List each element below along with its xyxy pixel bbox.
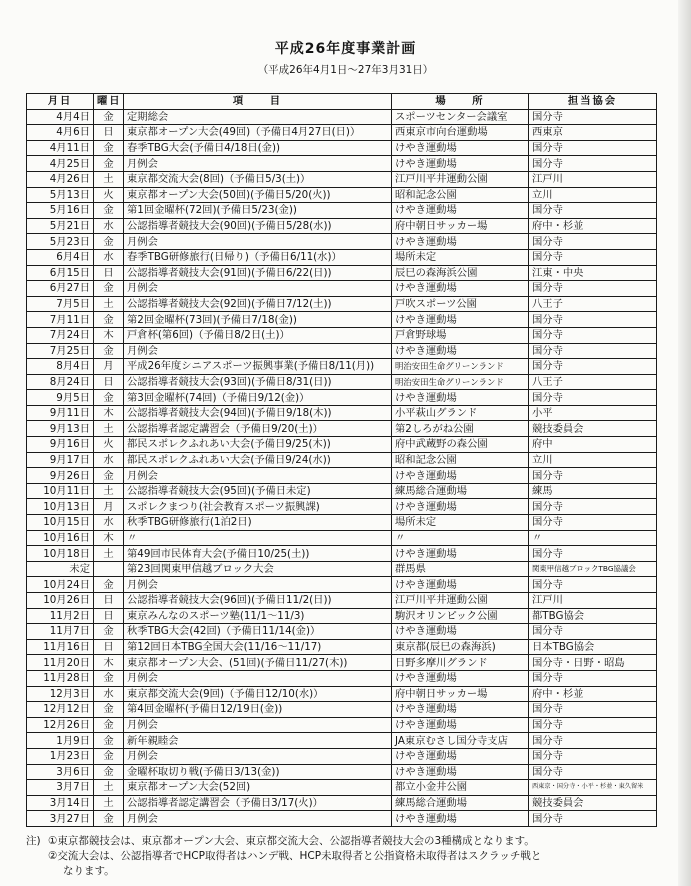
venue-cell: けやき運動場 (392, 624, 529, 640)
date-cell: 3月14日 (27, 795, 94, 811)
event-cell: 平成26年度シニアスポーツ振興事業(予備日8/11(月)) (124, 359, 392, 375)
venue-cell: 小平萩山グランド (392, 405, 529, 421)
event-cell: 月例会 (124, 281, 392, 297)
table-row (27, 702, 657, 718)
event-cell: 公認指導者競技大会(94回)(予備日9/18(木)) (124, 405, 392, 421)
venue-cell: けやき運動場 (392, 717, 529, 733)
table-row (27, 515, 657, 531)
event-cell: 第12回日本TBG全国大会(11/16～11/17) (124, 639, 392, 655)
association-cell: 国分寺 (529, 733, 657, 749)
association-cell: 西東京・国分寺・小平・杉並・東久留米 (529, 780, 657, 796)
event-cell: 公認指導者認定講習会（予備日3/17(火)） (124, 795, 392, 811)
venue-cell: 場所未定 (392, 515, 529, 531)
weekday-cell: 水 (94, 686, 124, 702)
event-cell: 東京都オープン大会、(51回)(予備日11/27(木)) (124, 655, 392, 671)
date-cell: 3月27日 (27, 811, 94, 827)
table-row (27, 452, 657, 468)
association-cell: 国分寺 (529, 109, 657, 125)
event-cell: 第49回市民体育大会(予備日10/25(土)) (124, 546, 392, 562)
weekday-cell: 日 (94, 639, 124, 655)
venue-cell: 練馬総合運動場 (392, 795, 529, 811)
venue-cell: けやき運動場 (392, 140, 529, 156)
weekday-cell: 金 (94, 811, 124, 827)
page-title: 平成26年度事業計画 (274, 41, 417, 57)
weekday-cell: 金 (94, 343, 124, 359)
association-cell: 小平 (529, 405, 657, 421)
venue-cell: 戸吹スポーツ公園 (392, 296, 529, 312)
weekday-cell: 金 (94, 203, 124, 219)
header-date: 月日 (27, 94, 94, 110)
venue-cell: けやき運動場 (392, 764, 529, 780)
event-cell: 公認指導者競技大会(90回)(予備日5/28(水)) (124, 218, 392, 234)
header-row (27, 94, 657, 110)
weekday-cell: 水 (94, 452, 124, 468)
table-row (27, 561, 657, 577)
event-cell: 月例会 (124, 343, 392, 359)
date-cell: 9月17日 (27, 452, 94, 468)
table-row (27, 733, 657, 749)
weekday-cell: 木 (94, 655, 124, 671)
date-cell: 4月6日 (27, 125, 94, 141)
date-cell: 5月21日 (27, 218, 94, 234)
event-cell: 公認指導者競技大会(93回)(予備日8/31(日)) (124, 374, 392, 390)
date-cell: 8月24日 (27, 374, 94, 390)
association-cell: 国分寺 (529, 234, 657, 250)
table-row (27, 156, 657, 172)
date-cell: 7月25日 (27, 343, 94, 359)
date-cell: 4月4日 (27, 109, 94, 125)
event-cell: 公認指導者競技大会(96回)(予備日11/2(日)) (124, 593, 392, 609)
date-cell: 12月26日 (27, 717, 94, 733)
event-cell: 〃 (124, 530, 392, 546)
table-row (27, 748, 657, 764)
weekday-cell: 火 (94, 437, 124, 453)
date-cell: 10月13日 (27, 499, 94, 515)
notes-prefix: 注) (26, 835, 41, 847)
weekday-cell (94, 561, 124, 577)
table-row (27, 670, 657, 686)
venue-cell: 〃 (392, 530, 529, 546)
event-cell: 東京都オープン大会(52回) (124, 780, 392, 796)
table-row (27, 327, 657, 343)
date-cell: 11月16日 (27, 639, 94, 655)
venue-cell: けやき運動場 (392, 546, 529, 562)
weekday-cell: 月 (94, 359, 124, 375)
weekday-cell: 水 (94, 249, 124, 265)
date-cell: 9月11日 (27, 405, 94, 421)
table-row (27, 390, 657, 406)
weekday-cell: 土 (94, 171, 124, 187)
venue-cell: 明治安田生命グリーンランド (392, 359, 529, 375)
date-cell: 11月7日 (27, 624, 94, 640)
event-cell: 第1回金曜杯(72回)(予備日5/23(金)) (124, 203, 392, 219)
header-dow: 曜日 (94, 94, 124, 110)
weekday-cell: 金 (94, 312, 124, 328)
association-cell: 府中 (529, 437, 657, 453)
venue-cell: 府中朝日サッカー場 (392, 686, 529, 702)
event-cell: 東京都オープン大会(49回)（予備日4月27日(日)） (124, 125, 392, 141)
association-cell: 府中・杉並 (529, 218, 657, 234)
event-cell: 秋季TBG大会(42回)（予備日11/14(金)） (124, 624, 392, 640)
weekday-cell: 水 (94, 515, 124, 531)
venue-cell: 場所未定 (392, 249, 529, 265)
date-cell: 3月7日 (27, 780, 94, 796)
weekday-cell: 土 (94, 296, 124, 312)
weekday-cell: 木 (94, 530, 124, 546)
event-cell: 戸倉杯(第6回)（予備日8/2日(土)） (124, 327, 392, 343)
venue-cell: スポーツセンター会議室 (392, 109, 529, 125)
association-cell: 国分寺 (529, 390, 657, 406)
date-cell: 5月13日 (27, 187, 94, 203)
event-cell: 第4回金曜杯(予備日12/19日(金)) (124, 702, 392, 718)
table-row (27, 374, 657, 390)
table-row (27, 608, 657, 624)
venue-cell: 府中朝日サッカー場 (392, 218, 529, 234)
weekday-cell: 金 (94, 733, 124, 749)
header-venue: 場 所 (392, 94, 529, 110)
venue-cell: 駒沢オリンピック公園 (392, 608, 529, 624)
venue-cell: けやき運動場 (392, 468, 529, 484)
venue-cell: 練馬総合運動場 (392, 483, 529, 499)
table-row (27, 281, 657, 297)
weekday-cell: 金 (94, 109, 124, 125)
event-cell: 月例会 (124, 468, 392, 484)
association-cell: 国分寺 (529, 203, 657, 219)
association-cell: 競技委員会 (529, 421, 657, 437)
date-cell: 10月18日 (27, 546, 94, 562)
weekday-cell: 土 (94, 421, 124, 437)
event-cell: 都民スポレクふれあい大会(予備日9/24(水)) (124, 452, 392, 468)
event-cell: 東京都交流大会(8回)（予備日5/3(土)） (124, 171, 392, 187)
date-cell: 5月23日 (27, 234, 94, 250)
note-2: ②交流大会は、公認指導者でHCP取得者はハンデ戦、HCP未取得者と公指資格未取得者はスクラッチ戦と (48, 850, 542, 862)
weekday-cell: 木 (94, 327, 124, 343)
note-line-2 (26, 849, 666, 864)
table-row (27, 203, 657, 219)
table-row (27, 764, 657, 780)
venue-cell: けやき運動場 (392, 343, 529, 359)
weekday-cell: 土 (94, 483, 124, 499)
table-row (27, 125, 657, 141)
date-cell: 9月13日 (27, 421, 94, 437)
table-row (27, 437, 657, 453)
venue-cell: 第2しろがね公園 (392, 421, 529, 437)
association-cell: 立川 (529, 452, 657, 468)
date-cell: 9月5日 (27, 390, 94, 406)
weekday-cell: 日 (94, 374, 124, 390)
weekday-cell: 金 (94, 624, 124, 640)
table-row (27, 265, 657, 281)
association-cell: 国分寺 (529, 140, 657, 156)
venue-cell: けやき運動場 (392, 234, 529, 250)
association-cell: 江戸川 (529, 593, 657, 609)
date-cell: 9月16日 (27, 437, 94, 453)
association-cell: 江戸川 (529, 171, 657, 187)
venue-cell: けやき運動場 (392, 281, 529, 297)
event-cell: 定期総会 (124, 109, 392, 125)
date-cell: 7月5日 (27, 296, 94, 312)
date-cell: 5月16日 (27, 203, 94, 219)
weekday-cell: 土 (94, 795, 124, 811)
table-row (27, 421, 657, 437)
event-cell: 春季TBG大会(予備日4/18日(金)) (124, 140, 392, 156)
venue-cell: 西東京市向台運動場 (392, 125, 529, 141)
weekday-cell: 金 (94, 156, 124, 172)
note-line-3 (26, 864, 666, 879)
venue-cell: 明治安田生命グリーンランド (392, 374, 529, 390)
header-assoc: 担当協会 (529, 94, 657, 110)
date-cell: 4月11日 (27, 140, 94, 156)
venue-cell: けやき運動場 (392, 702, 529, 718)
association-cell: 国分寺 (529, 764, 657, 780)
table-row (27, 811, 657, 827)
weekday-cell: 火 (94, 187, 124, 203)
table-row (27, 577, 657, 593)
weekday-cell: 金 (94, 140, 124, 156)
venue-cell: 東京都(辰巳の森海浜) (392, 639, 529, 655)
table-row (27, 359, 657, 375)
date-cell: 10月24日 (27, 577, 94, 593)
note-line-1 (26, 834, 666, 849)
date-cell: 11月28日 (27, 670, 94, 686)
date-cell: 3月6日 (27, 764, 94, 780)
weekday-cell: 金 (94, 468, 124, 484)
venue-cell: 辰巳の森海浜公園 (392, 265, 529, 281)
table-row (27, 405, 657, 421)
venue-cell: JA東京むさし国分寺支店 (392, 733, 529, 749)
table-row (27, 655, 657, 671)
association-cell: 国分寺 (529, 359, 657, 375)
event-cell: 都民スポレクふれあい大会(予備日9/25(木)) (124, 437, 392, 453)
event-cell: 公認指導者競技大会(95回)(予備日未定) (124, 483, 392, 499)
event-cell: 東京都オープン大会(50回)(予備日5/20(火)) (124, 187, 392, 203)
association-cell: 国分寺 (529, 577, 657, 593)
association-cell: 国分寺 (529, 468, 657, 484)
association-cell: 国分寺 (529, 281, 657, 297)
association-cell: 国分寺 (529, 624, 657, 640)
date-cell: 6月27日 (27, 281, 94, 297)
date-cell: 未定 (27, 561, 94, 577)
weekday-cell: 金 (94, 702, 124, 718)
event-cell: 公認指導者競技大会(92回)(予備日7/12(土)) (124, 296, 392, 312)
event-cell: 月例会 (124, 811, 392, 827)
table-row (27, 171, 657, 187)
weekday-cell: 金 (94, 577, 124, 593)
date-cell: 12月3日 (27, 686, 94, 702)
weekday-cell: 日 (94, 125, 124, 141)
weekday-cell: 金 (94, 717, 124, 733)
notes-section (26, 834, 666, 879)
date-cell: 1月9日 (27, 733, 94, 749)
association-cell: 競技委員会 (529, 795, 657, 811)
table-row (27, 296, 657, 312)
schedule-body (27, 109, 657, 826)
event-cell: 秋季TBG研修旅行(1泊2日) (124, 515, 392, 531)
association-cell: 国分寺 (529, 670, 657, 686)
table-row (27, 717, 657, 733)
table-row (27, 483, 657, 499)
weekday-cell: 金 (94, 390, 124, 406)
association-cell: 国分寺・日野・昭島 (529, 655, 657, 671)
table-row (27, 624, 657, 640)
table-row (27, 780, 657, 796)
association-cell: 国分寺 (529, 515, 657, 531)
event-cell: 月例会 (124, 670, 392, 686)
association-cell: 八王子 (529, 296, 657, 312)
venue-cell: 昭和記念公園 (392, 452, 529, 468)
date-cell: 10月16日 (27, 530, 94, 546)
weekday-cell: 日 (94, 608, 124, 624)
venue-cell: けやき運動場 (392, 577, 529, 593)
date-cell: 10月26日 (27, 593, 94, 609)
table-row (27, 249, 657, 265)
table-row (27, 593, 657, 609)
association-cell: 〃 (529, 530, 657, 546)
table-row (27, 795, 657, 811)
venue-cell: 都立小金井公園 (392, 780, 529, 796)
venue-cell: けやき運動場 (392, 203, 529, 219)
association-cell: 関東甲信越ブロックTBG協議会 (529, 561, 657, 577)
venue-cell: 江戸川平井運動公園 (392, 593, 529, 609)
weekday-cell: 日 (94, 593, 124, 609)
table-row (27, 140, 657, 156)
venue-cell: 府中武蔵野の森公園 (392, 437, 529, 453)
venue-cell: 群馬県 (392, 561, 529, 577)
table-row (27, 546, 657, 562)
date-cell: 12月12日 (27, 702, 94, 718)
association-cell: 国分寺 (529, 249, 657, 265)
venue-cell: 江戸川平井運動公園 (392, 171, 529, 187)
weekday-cell: 金 (94, 748, 124, 764)
event-cell: 第3回金曜杯(74回)（予備日9/12(金)） (124, 390, 392, 406)
event-cell: 東京みんなのスポーツ塾(11/1～11/3) (124, 608, 392, 624)
date-cell: 7月24日 (27, 327, 94, 343)
weekday-cell: 金 (94, 234, 124, 250)
association-cell: 国分寺 (529, 156, 657, 172)
venue-cell: けやき運動場 (392, 748, 529, 764)
association-cell: 立川 (529, 187, 657, 203)
event-cell: 公認指導者認定講習会（予備日9/20(土)） (124, 421, 392, 437)
event-cell: 新年親睦会 (124, 733, 392, 749)
date-cell: 10月11日 (27, 483, 94, 499)
weekday-cell: 土 (94, 780, 124, 796)
date-cell: 4月25日 (27, 156, 94, 172)
date-cell: 4月26日 (27, 171, 94, 187)
venue-cell: 昭和記念公園 (392, 187, 529, 203)
association-cell: 国分寺 (529, 717, 657, 733)
weekday-cell: 木 (94, 405, 124, 421)
event-cell: 金曜杯取切り戦(予備日3/13(金)) (124, 764, 392, 780)
weekday-cell: 金 (94, 670, 124, 686)
venue-cell: 日野多摩川グランド (392, 655, 529, 671)
date-cell: 6月15日 (27, 265, 94, 281)
venue-cell: 戸倉野球場 (392, 327, 529, 343)
table-row (27, 686, 657, 702)
date-cell: 11月2日 (27, 608, 94, 624)
event-cell: スポレクまつり(社会教育スポーツ振興課) (124, 499, 392, 515)
weekday-cell: 土 (94, 546, 124, 562)
association-cell: 国分寺 (529, 811, 657, 827)
association-cell: 西東京 (529, 125, 657, 141)
venue-cell: けやき運動場 (392, 390, 529, 406)
weekday-cell: 水 (94, 218, 124, 234)
table-row (27, 499, 657, 515)
weekday-cell: 月 (94, 499, 124, 515)
event-cell: 月例会 (124, 156, 392, 172)
schedule-table (26, 93, 657, 827)
table-row (27, 312, 657, 328)
date-cell: 8月4日 (27, 359, 94, 375)
note-1: ①東京都競技会は、東京都オープン大会、東京都交流大会、公認指導者競技大会の3種構成となります。 (48, 835, 535, 847)
association-cell: 国分寺 (529, 702, 657, 718)
date-cell: 10月15日 (27, 515, 94, 531)
event-cell: 東京都交流大会(9回)（予備日12/10(水)） (124, 686, 392, 702)
weekday-cell: 金 (94, 281, 124, 297)
table-row (27, 468, 657, 484)
date-cell: 7月11日 (27, 312, 94, 328)
venue-cell: けやき運動場 (392, 312, 529, 328)
date-cell: 9月26日 (27, 468, 94, 484)
table-row (27, 109, 657, 125)
table-row (27, 187, 657, 203)
page-subtitle: （平成26年4月1日～27年3月31日） (257, 64, 434, 76)
association-cell: 国分寺 (529, 327, 657, 343)
association-cell: 国分寺 (529, 499, 657, 515)
scan-edge-shadow (678, 0, 691, 886)
association-cell: 府中・杉並 (529, 686, 657, 702)
table-row (27, 234, 657, 250)
table-row (27, 343, 657, 359)
schedule-header (27, 94, 657, 110)
association-cell: 国分寺 (529, 343, 657, 359)
event-cell: 月例会 (124, 577, 392, 593)
event-cell: 第23回関東甲信越ブロック大会 (124, 561, 392, 577)
association-cell: 国分寺 (529, 546, 657, 562)
weekday-cell: 日 (94, 265, 124, 281)
association-cell: 練馬 (529, 483, 657, 499)
association-cell: 八王子 (529, 374, 657, 390)
event-cell: 月例会 (124, 234, 392, 250)
table-row (27, 639, 657, 655)
date-cell: 1月23日 (27, 748, 94, 764)
date-cell: 11月20日 (27, 655, 94, 671)
weekday-cell: 金 (94, 764, 124, 780)
association-cell: 国分寺 (529, 748, 657, 764)
table-row (27, 218, 657, 234)
table-row (27, 530, 657, 546)
event-cell: 春季TBG研修旅行(日帰り)（予備日6/11(水)） (124, 249, 392, 265)
venue-cell: けやき運動場 (392, 156, 529, 172)
venue-cell: けやき運動場 (392, 670, 529, 686)
venue-cell: けやき運動場 (392, 499, 529, 515)
event-cell: 月例会 (124, 748, 392, 764)
association-cell: 日本TBG協会 (529, 639, 657, 655)
association-cell: 都TBG協会 (529, 608, 657, 624)
association-cell: 国分寺 (529, 312, 657, 328)
association-cell: 江東・中央 (529, 265, 657, 281)
event-cell: 第2回金曜杯(73回)(予備日7/18(金)) (124, 312, 392, 328)
header-event: 項 目 (124, 94, 392, 110)
date-cell: 6月4日 (27, 249, 94, 265)
event-cell: 公認指導者競技大会(91回)(予備日6/22(日)) (124, 265, 392, 281)
event-cell: 月例会 (124, 717, 392, 733)
note-2-continued: なります。 (63, 865, 115, 877)
venue-cell: けやき運動場 (392, 811, 529, 827)
